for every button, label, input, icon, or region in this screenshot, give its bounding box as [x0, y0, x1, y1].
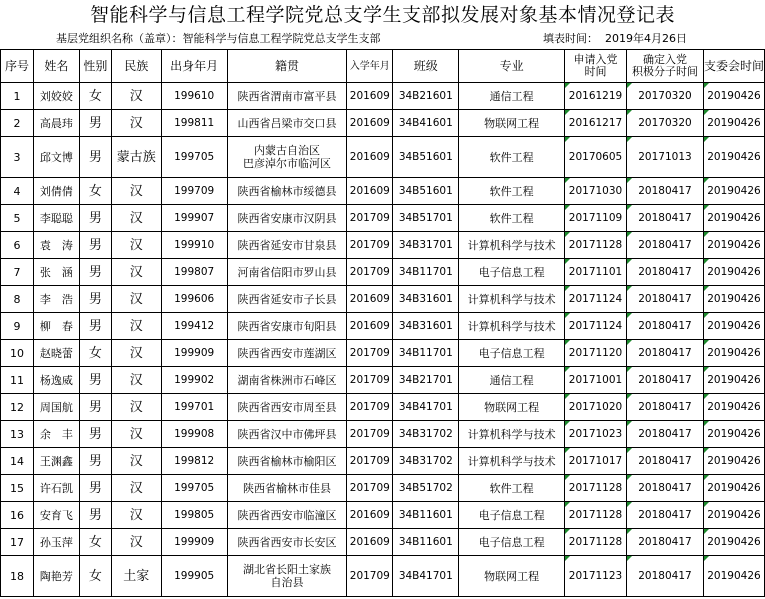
cell-activist: 20180417	[627, 205, 704, 232]
fill-date-label: 填表时间：	[543, 32, 598, 45]
cell-gender: 男	[79, 421, 111, 448]
table-row	[1, 313, 765, 340]
cell-apply: 20171120	[565, 340, 627, 367]
cell-ethnicity: 汉	[111, 448, 161, 475]
cell-activist: 20180417	[627, 286, 704, 313]
cell-apply: 20171128	[565, 502, 627, 529]
cell-no: 17	[1, 529, 34, 556]
cell-ethnicity: 汉	[111, 475, 161, 502]
cell-native	[227, 232, 347, 259]
cell-class: 34B21701	[393, 367, 459, 394]
header-native: 籍贯	[227, 50, 347, 83]
cell-apply: 20171128	[565, 529, 627, 556]
cell-gender: 男	[79, 137, 111, 178]
cell-name: 刘倩倩	[33, 178, 79, 205]
cell-class: 34B51601	[393, 178, 459, 205]
cell-native	[227, 83, 347, 110]
table-row	[1, 259, 765, 286]
cell-activist: 20180417	[627, 232, 704, 259]
cell-birth: 199807	[161, 259, 227, 286]
cell-apply: 20170605	[565, 137, 627, 178]
cell-class: 34B31702	[393, 421, 459, 448]
cell-no: 12	[1, 394, 34, 421]
table-row	[1, 232, 765, 259]
table-row	[1, 556, 765, 597]
cell-enroll: 201609	[347, 137, 393, 178]
page-title: 智能科学与信息工程学院党总支学生支部拟发展对象基本情况登记表	[89, 4, 675, 26]
cell-birth: 199909	[161, 529, 227, 556]
cell-class: 34B31702	[393, 448, 459, 475]
cell-committee: 20190426	[703, 110, 764, 137]
cell-birth: 199705	[161, 137, 227, 178]
cell-major: 电子信息工程	[459, 340, 565, 367]
cell-activist: 20180417	[627, 448, 704, 475]
cell-gender: 女	[79, 178, 111, 205]
cell-name: 王渊鑫	[33, 448, 79, 475]
cell-ethnicity: 土家	[111, 556, 161, 597]
cell-name: 袁 涛	[33, 232, 79, 259]
cell-class: 34B51702	[393, 475, 459, 502]
cell-ethnicity: 汉	[111, 259, 161, 286]
cell-apply: 20171101	[565, 259, 627, 286]
cell-name: 杨逸威	[33, 367, 79, 394]
table-row	[1, 286, 765, 313]
cell-birth: 199805	[161, 502, 227, 529]
cell-committee: 20190426	[703, 178, 764, 205]
header-activist-line2: 积极分子时间	[631, 65, 698, 78]
cell-committee: 20190426	[703, 232, 764, 259]
cell-native	[227, 448, 347, 475]
native-line: 陕西省汉中市佛坪县	[237, 427, 337, 441]
cell-no: 10	[1, 340, 34, 367]
cell-committee: 20190426	[703, 286, 764, 313]
cell-gender: 男	[79, 286, 111, 313]
header-gender: 性别	[79, 50, 111, 83]
cell-activist: 20180417	[627, 502, 704, 529]
registration-table	[0, 49, 765, 597]
cell-apply: 20171109	[565, 205, 627, 232]
native-line: 自治县	[270, 576, 304, 589]
cell-gender: 女	[79, 83, 111, 110]
cell-activist: 20180417	[627, 340, 704, 367]
native-line: 陕西省安康市旬阳县	[237, 319, 337, 333]
cell-apply: 20171128	[565, 475, 627, 502]
cell-name: 张 涵	[33, 259, 79, 286]
cell-committee: 20190426	[703, 137, 764, 178]
cell-birth: 199709	[161, 178, 227, 205]
cell-enroll: 201709	[347, 340, 393, 367]
cell-activist: 20180417	[627, 259, 704, 286]
native-line: 湖北省长阳土家族	[242, 563, 331, 576]
cell-class: 34B11701	[393, 259, 459, 286]
cell-class: 34B41601	[393, 110, 459, 137]
cell-gender: 男	[79, 448, 111, 475]
cell-name: 孙玉萍	[33, 529, 79, 556]
cell-apply: 20171001	[565, 367, 627, 394]
cell-major: 计算机科学与技术	[459, 421, 565, 448]
cell-gender: 男	[79, 232, 111, 259]
cell-major: 物联网工程	[459, 394, 565, 421]
cell-ethnicity: 汉	[111, 205, 161, 232]
cell-class: 34B11601	[393, 529, 459, 556]
cell-activist: 20180417	[627, 421, 704, 448]
cell-class: 34B51601	[393, 137, 459, 178]
header-ethnicity: 民族	[111, 50, 161, 83]
cell-committee: 20190426	[703, 502, 764, 529]
native-line: 陕西省西安市莲湖区	[237, 346, 337, 360]
cell-native	[227, 556, 347, 597]
cell-major: 计算机科学与技术	[459, 232, 565, 259]
cell-enroll: 201709	[347, 232, 393, 259]
cell-activist: 20180417	[627, 556, 704, 597]
cell-enroll: 201709	[347, 421, 393, 448]
header-major: 专业	[459, 50, 565, 83]
org-label: 基层党组织名称（盖章）：智能科学与信息工程学院党总支学生支部	[56, 32, 381, 45]
cell-birth: 199811	[161, 110, 227, 137]
cell-native	[227, 110, 347, 137]
cell-activist: 20180417	[627, 529, 704, 556]
cell-gender: 女	[79, 529, 111, 556]
cell-name: 许石凯	[33, 475, 79, 502]
cell-committee: 20190426	[703, 367, 764, 394]
cell-ethnicity: 汉	[111, 421, 161, 448]
cell-committee: 20190426	[703, 205, 764, 232]
cell-ethnicity: 汉	[111, 313, 161, 340]
cell-major: 电子信息工程	[459, 259, 565, 286]
cell-birth: 199909	[161, 340, 227, 367]
cell-gender: 女	[79, 340, 111, 367]
cell-class: 34B41701	[393, 394, 459, 421]
cell-enroll: 201609	[347, 178, 393, 205]
cell-no: 2	[1, 110, 34, 137]
cell-committee: 20190426	[703, 556, 764, 597]
cell-major: 软件工程	[459, 137, 565, 178]
cell-enroll: 201709	[347, 367, 393, 394]
cell-apply: 20171128	[565, 232, 627, 259]
native-line: 陕西省渭南市富平县	[237, 89, 337, 103]
cell-gender: 男	[79, 502, 111, 529]
cell-activist: 20180417	[627, 475, 704, 502]
cell-activist: 20180417	[627, 178, 704, 205]
cell-native	[227, 340, 347, 367]
cell-apply: 20161217	[565, 110, 627, 137]
table-body	[1, 83, 765, 597]
table-row	[1, 340, 765, 367]
cell-name: 刘姣姣	[33, 83, 79, 110]
cell-major: 通信工程	[459, 83, 565, 110]
header-no: 序号	[1, 50, 34, 83]
cell-activist: 20180417	[627, 394, 704, 421]
cell-committee: 20190426	[703, 313, 764, 340]
cell-ethnicity: 汉	[111, 502, 161, 529]
cell-gender: 男	[79, 259, 111, 286]
table-row	[1, 137, 765, 178]
table-row	[1, 205, 765, 232]
cell-enroll: 201609	[347, 502, 393, 529]
cell-enroll: 201709	[347, 475, 393, 502]
cell-no: 11	[1, 367, 34, 394]
cell-no: 4	[1, 178, 34, 205]
cell-no: 3	[1, 137, 34, 178]
cell-no: 9	[1, 313, 34, 340]
cell-native	[227, 475, 347, 502]
cell-activist: 20170320	[627, 110, 704, 137]
cell-no: 6	[1, 232, 34, 259]
header-activist-line1: 确定入党	[642, 53, 687, 66]
cell-birth: 199902	[161, 367, 227, 394]
cell-committee: 20190426	[703, 421, 764, 448]
cell-class: 34B41701	[393, 556, 459, 597]
native-line: 陕西省榆林市佳县	[242, 481, 331, 495]
cell-birth: 199705	[161, 475, 227, 502]
table-row	[1, 529, 765, 556]
header-apply	[565, 50, 627, 83]
cell-no: 7	[1, 259, 34, 286]
native-line: 陕西省榆林市绥德县	[237, 184, 337, 198]
cell-ethnicity: 汉	[111, 232, 161, 259]
cell-class: 34B31601	[393, 313, 459, 340]
table-row	[1, 421, 765, 448]
native-line: 内蒙古自治区	[253, 144, 320, 157]
cell-ethnicity: 汉	[111, 286, 161, 313]
native-line: 陕西省西安市临潼区	[237, 508, 337, 522]
table-row	[1, 367, 765, 394]
cell-native	[227, 313, 347, 340]
table-row	[1, 83, 765, 110]
cell-activist: 20170320	[627, 83, 704, 110]
cell-apply: 20171123	[565, 556, 627, 597]
cell-native	[227, 178, 347, 205]
header-apply-line2: 时间	[584, 65, 607, 78]
native-line: 山西省吕梁市交口县	[237, 116, 337, 130]
cell-class: 34B51701	[393, 205, 459, 232]
cell-apply: 20171017	[565, 448, 627, 475]
cell-name: 安育飞	[33, 502, 79, 529]
cell-class: 34B31601	[393, 286, 459, 313]
cell-ethnicity: 汉	[111, 394, 161, 421]
cell-gender: 女	[79, 556, 111, 597]
header-birth: 出身年月	[161, 50, 227, 83]
cell-major: 电子信息工程	[459, 502, 565, 529]
cell-native	[227, 394, 347, 421]
cell-name: 邱文博	[33, 137, 79, 178]
cell-enroll: 201609	[347, 110, 393, 137]
cell-apply: 20171020	[565, 394, 627, 421]
cell-native	[227, 421, 347, 448]
cell-no: 18	[1, 556, 34, 597]
cell-enroll: 201709	[347, 259, 393, 286]
cell-birth: 199910	[161, 232, 227, 259]
fill-date-value: 2019年4月26日	[605, 32, 687, 45]
cell-enroll: 201709	[347, 556, 393, 597]
header-enroll: 入学年月	[347, 50, 393, 83]
cell-name: 赵晓蕾	[33, 340, 79, 367]
cell-birth: 199412	[161, 313, 227, 340]
cell-gender: 男	[79, 313, 111, 340]
cell-ethnicity: 汉	[111, 83, 161, 110]
cell-ethnicity: 汉	[111, 178, 161, 205]
cell-gender: 男	[79, 205, 111, 232]
table-row	[1, 475, 765, 502]
cell-gender: 男	[79, 110, 111, 137]
table-row	[1, 178, 765, 205]
cell-activist: 20180417	[627, 367, 704, 394]
cell-apply: 20171124	[565, 286, 627, 313]
cell-no: 13	[1, 421, 34, 448]
cell-gender: 男	[79, 367, 111, 394]
cell-enroll: 201609	[347, 286, 393, 313]
cell-activist: 20180417	[627, 313, 704, 340]
cell-ethnicity: 汉	[111, 110, 161, 137]
native-line: 陕西省榆林市榆阳区	[237, 454, 337, 468]
cell-birth: 199812	[161, 448, 227, 475]
cell-native	[227, 137, 347, 178]
cell-name: 周国航	[33, 394, 79, 421]
table-row	[1, 110, 765, 137]
cell-no: 1	[1, 83, 34, 110]
header-class: 班级	[393, 50, 459, 83]
cell-committee: 20190426	[703, 259, 764, 286]
cell-gender: 男	[79, 394, 111, 421]
cell-major: 物联网工程	[459, 110, 565, 137]
cell-enroll: 201709	[347, 394, 393, 421]
header-row	[1, 50, 765, 83]
cell-committee: 20190426	[703, 394, 764, 421]
fill-date	[543, 30, 687, 48]
native-line: 陕西省延安市子长县	[237, 292, 337, 306]
cell-committee: 20190426	[703, 448, 764, 475]
cell-name: 李聪聪	[33, 205, 79, 232]
header-activist	[627, 50, 704, 83]
native-line: 河南省信阳市罗山县	[237, 265, 337, 279]
cell-name: 高晨玮	[33, 110, 79, 137]
cell-class: 34B11601	[393, 502, 459, 529]
cell-committee: 20190426	[703, 340, 764, 367]
cell-class: 34B31701	[393, 232, 459, 259]
cell-birth: 199907	[161, 205, 227, 232]
cell-birth: 199610	[161, 83, 227, 110]
cell-enroll: 201609	[347, 313, 393, 340]
header-name: 姓名	[33, 50, 79, 83]
cell-major: 软件工程	[459, 205, 565, 232]
native-line: 陕西省西安市周至县	[237, 400, 337, 414]
cell-name: 柳 春	[33, 313, 79, 340]
cell-major: 计算机科学与技术	[459, 286, 565, 313]
cell-ethnicity: 汉	[111, 529, 161, 556]
cell-enroll: 201709	[347, 205, 393, 232]
native-line: 陕西省西安市长安区	[237, 535, 337, 549]
cell-apply: 20161219	[565, 83, 627, 110]
cell-activist: 20171013	[627, 137, 704, 178]
header-apply-line1: 申请入党	[573, 53, 618, 66]
cell-native	[227, 502, 347, 529]
table-row	[1, 502, 765, 529]
cell-name: 余 丰	[33, 421, 79, 448]
cell-ethnicity: 汉	[111, 340, 161, 367]
cell-birth: 199908	[161, 421, 227, 448]
cell-major: 通信工程	[459, 367, 565, 394]
cell-no: 15	[1, 475, 34, 502]
cell-major: 软件工程	[459, 475, 565, 502]
native-line: 陕西省延安市甘泉县	[237, 238, 337, 252]
native-line: 巴彦淖尔市临河区	[242, 157, 331, 170]
cell-major: 计算机科学与技术	[459, 313, 565, 340]
cell-name: 李 浩	[33, 286, 79, 313]
cell-committee: 20190426	[703, 83, 764, 110]
cell-birth: 199606	[161, 286, 227, 313]
cell-enroll: 201609	[347, 83, 393, 110]
cell-gender: 男	[79, 475, 111, 502]
native-line: 陕西省安康市汉阴县	[237, 211, 337, 225]
cell-class: 34B21601	[393, 83, 459, 110]
cell-apply: 20171124	[565, 313, 627, 340]
cell-native	[227, 286, 347, 313]
cell-no: 5	[1, 205, 34, 232]
cell-class: 34B11701	[393, 340, 459, 367]
cell-major: 计算机科学与技术	[459, 448, 565, 475]
cell-native	[227, 367, 347, 394]
native-line: 湖南省株洲市石峰区	[237, 373, 337, 387]
cell-birth: 199905	[161, 556, 227, 597]
cell-enroll: 201709	[347, 448, 393, 475]
cell-native	[227, 205, 347, 232]
cell-native	[227, 259, 347, 286]
cell-ethnicity: 汉	[111, 367, 161, 394]
cell-name: 陶艳芳	[33, 556, 79, 597]
cell-apply: 20171023	[565, 421, 627, 448]
cell-ethnicity: 蒙古族	[111, 137, 161, 178]
cell-committee: 20190426	[703, 529, 764, 556]
cell-major: 电子信息工程	[459, 529, 565, 556]
table-row	[1, 448, 765, 475]
cell-enroll: 201609	[347, 529, 393, 556]
cell-major: 物联网工程	[459, 556, 565, 597]
cell-major: 软件工程	[459, 178, 565, 205]
cell-birth: 199701	[161, 394, 227, 421]
cell-no: 16	[1, 502, 34, 529]
table-row	[1, 394, 765, 421]
cell-committee: 20190426	[703, 475, 764, 502]
cell-native	[227, 529, 347, 556]
header-committee: 支委会时间	[703, 50, 764, 83]
cell-apply: 20171030	[565, 178, 627, 205]
cell-no: 8	[1, 286, 34, 313]
cell-no: 14	[1, 448, 34, 475]
